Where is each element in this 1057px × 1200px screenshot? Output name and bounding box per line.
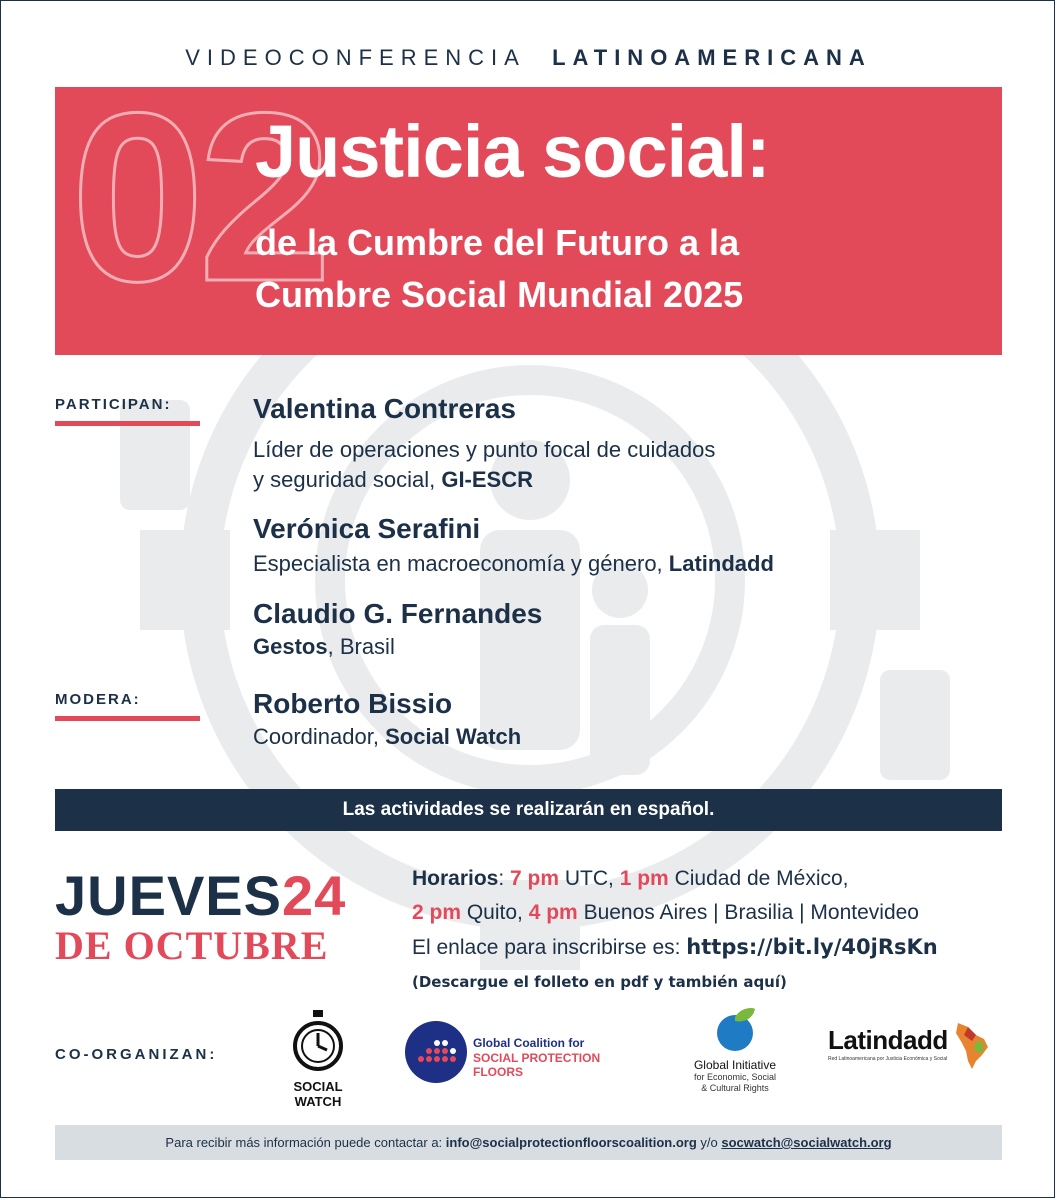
moderator xyxy=(253,688,953,752)
date-number: 24 xyxy=(282,864,347,927)
coorganizers-label: CO-ORGANIZAN: xyxy=(55,1046,218,1063)
contact-footer: Para recibir más información puede contactar a: info@socialprotectionfloorscoalition.org y/o socwatch@socialwatch.org xyxy=(55,1125,1002,1160)
hero-subtitle: de la Cumbre del Futuro a la Cumbre Social Mundial 2025 xyxy=(255,222,744,315)
hero-banner xyxy=(55,87,1002,355)
event-date xyxy=(55,864,347,968)
latin-america-map-icon xyxy=(954,1021,992,1071)
latindadd-logo: Latindadd Red Latinoamericana por Justicia Económica y Social xyxy=(828,1025,993,1062)
participant-name: Valentina Contreras xyxy=(253,393,516,424)
email-link-2[interactable]: socwatch@socialwatch.org xyxy=(721,1135,892,1150)
participant-role: Gestos, Brasil xyxy=(253,634,395,659)
session-number: 02 xyxy=(71,87,326,331)
email-link-1[interactable]: info@socialprotectionfloorscoalition.org xyxy=(445,1135,697,1150)
date-month: DE OCTUBRE xyxy=(55,923,329,968)
participant-role: Especialista en macroeconomía y género, Latindadd xyxy=(253,551,774,576)
event-type-heading: VIDEOCONFERENCIA LATINOAMERICANA xyxy=(185,45,872,70)
language-note-bar: Las actividades se realizarán en español. xyxy=(55,789,1002,831)
date-day: JUEVES xyxy=(55,864,282,927)
participant-role: Líder de operaciones y punto focal de cuidados y seguridad social, GI-ESCR xyxy=(253,437,716,492)
participant-3 xyxy=(253,598,953,662)
moderator-label: MODERA: xyxy=(55,691,200,721)
registration-link[interactable]: https://bit.ly/40jRsKn xyxy=(686,935,938,959)
participant-2 xyxy=(253,513,953,579)
moderator-role: Coordinador, Social Watch xyxy=(253,724,522,749)
participant-1 xyxy=(253,393,953,495)
gcspf-logo: Global Coalition for SOCIAL PROTECTION FLOORS xyxy=(405,1021,645,1081)
brochure-note[interactable]: (Descargue el folleto en pdf y también aquí) xyxy=(412,973,787,991)
stopwatch-icon xyxy=(292,1010,344,1072)
social-watch-logo: SOCIAL WATCH xyxy=(278,1010,358,1109)
coalition-dots-icon xyxy=(405,1021,467,1083)
global-initiative-logo: Global Initiative for Economic, Social & Cultural Rights xyxy=(680,1005,790,1094)
participant-name: Claudio G. Fernandes xyxy=(253,598,543,629)
leaf-globe-icon xyxy=(713,1005,757,1053)
moderator-name: Roberto Bissio xyxy=(253,688,453,719)
hero-title: Justicia social: xyxy=(255,110,770,193)
participant-name: Verónica Serafini xyxy=(253,513,481,544)
participants-label: PARTICIPAN: xyxy=(55,396,200,426)
schedule-block: Horarios: 7 pm UTC, 1 pm Ciudad de México, 2 pm Quito, 4 pm Buenos Aires | Brasilia | Montevideo El enlace para inscribirse es: https://bit.ly/40jRsKn (Descargue el folleto en pdf y también aquí) xyxy=(412,862,1012,999)
